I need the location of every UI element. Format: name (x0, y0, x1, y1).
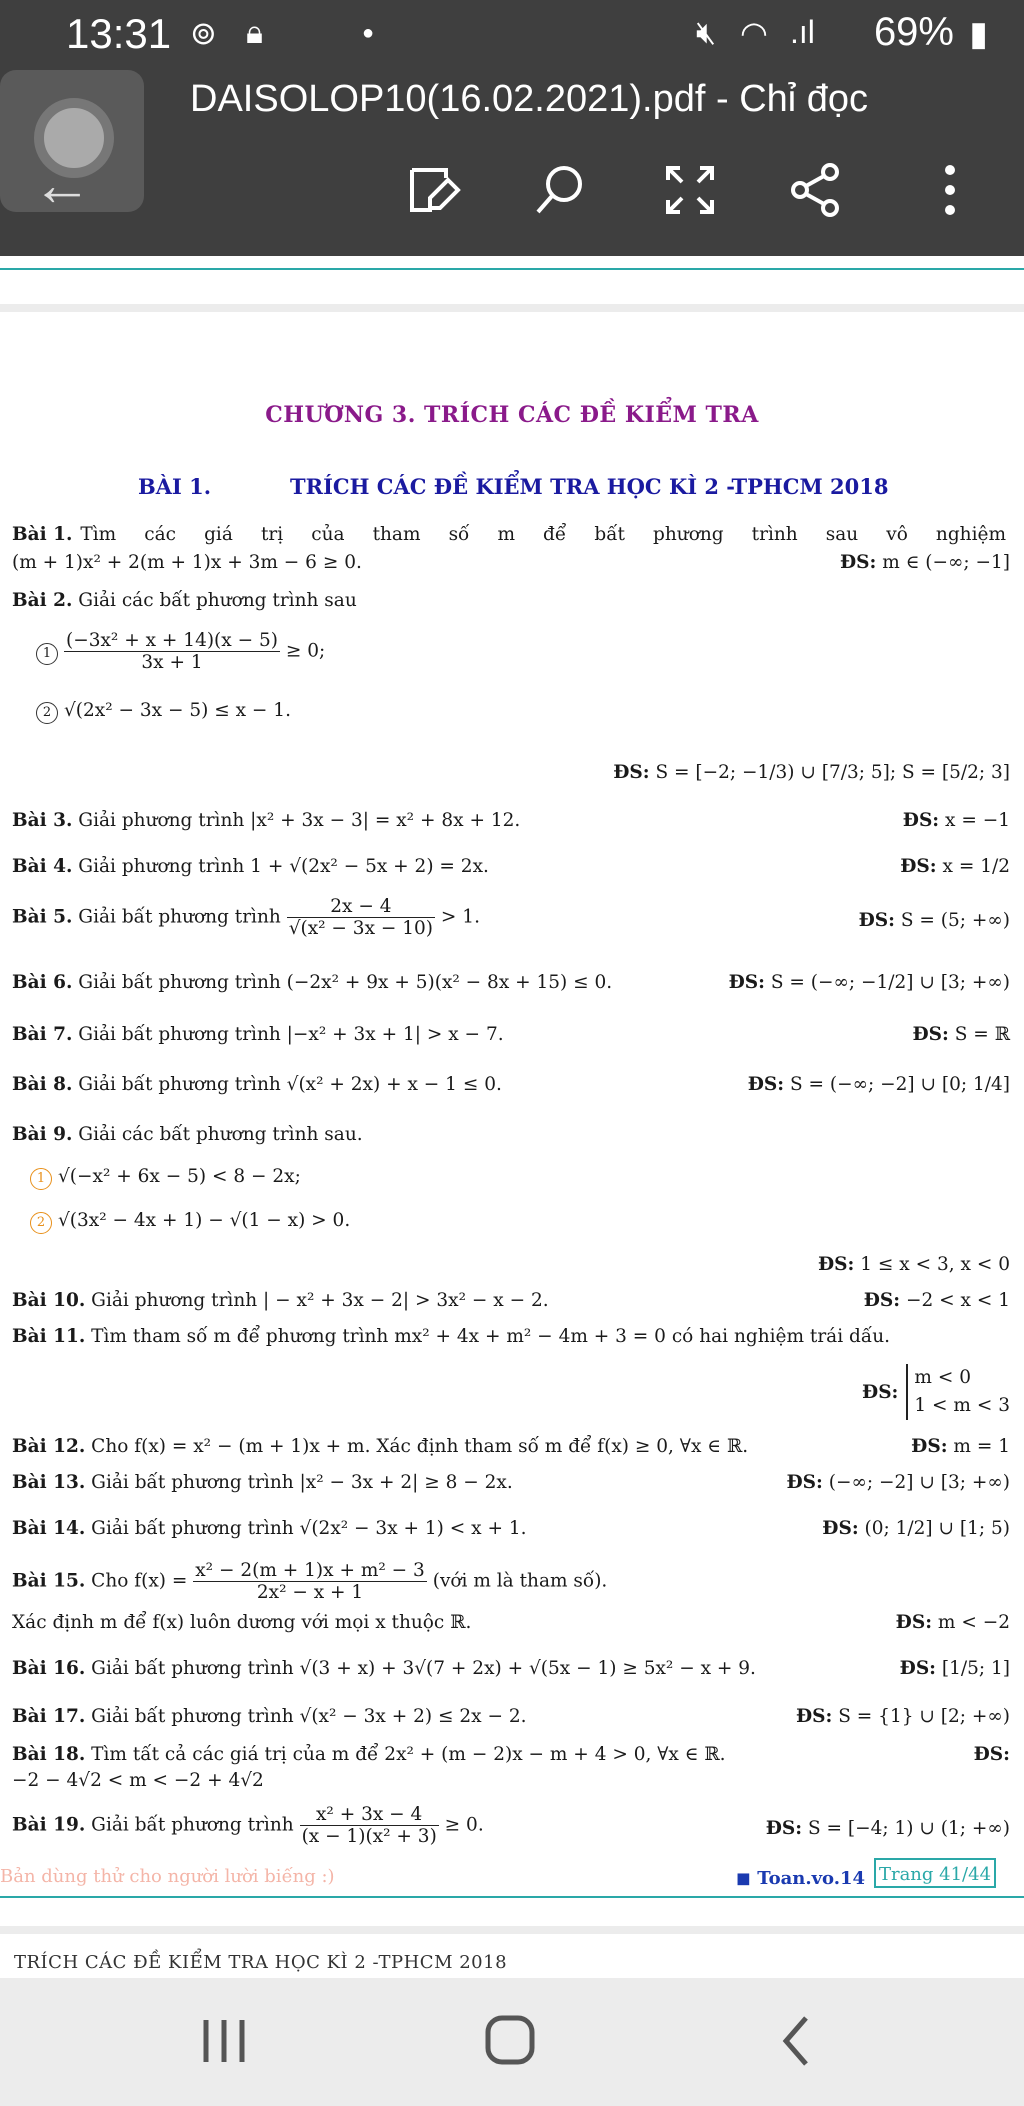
answer-18-value: −2 − 4√2 < m < −2 + 4√2 (12, 1770, 264, 1791)
problem-7: Bài 7. Giải bất phương trình |−x² + 3x + 1| > x − 7. (12, 1024, 504, 1045)
answer-3: ĐS: x = −1 (902, 810, 1010, 831)
search-icon[interactable] (530, 160, 590, 220)
answer-13: ĐS: (−∞; −2] ∪ [3; +∞) (786, 1472, 1010, 1493)
home-icon[interactable] (470, 2006, 550, 2076)
back-arrow-icon: ← (32, 151, 92, 218)
problem-15-line2: Xác định m để f(x) luôn dương với mọi x thuộc ℝ. (12, 1612, 472, 1633)
answer-9: ĐS: 1 ≤ x < 3, x < 0 (818, 1254, 1010, 1275)
answer-14: ĐS: (0; 1/2] ∪ [1; 5) (822, 1518, 1010, 1539)
app-toolbar (0, 70, 1024, 256)
answer-19: ĐS: S = [−4; 1) ∪ (1; +∞) (765, 1818, 1010, 1839)
problem-12: Bài 12. Cho f(x) = x² − (m + 1)x + m. Xác định tham số m để f(x) ≥ 0, ∀x ∈ ℝ. (12, 1436, 749, 1457)
problem-2-part-1: 1 $\frac{\text{(−3x² + x + 14)(x − 5)}}{3x + 1}$ ≥ 0; (36, 630, 325, 673)
problem-2-part-2: 2 √(2x² − 3x − 5) ≤ x − 1. (36, 700, 291, 724)
problem-14: Bài 14. Giải bất phương trình √(2x² − 3x + 1) < x + 1. (12, 1518, 527, 1539)
answer-15: ĐS: m < −2 (895, 1612, 1010, 1633)
problem-10: Bài 10. Giải phương trình | − x² + 3x − 2| > 3x² − x − 2. (12, 1290, 549, 1311)
problem-5: Bài 5. Giải bất phương trình $\frac{2x - 4}{\text{√(x² − 3x − 10)}}$ > 1. (12, 896, 480, 939)
answer-18: ĐS: (973, 1744, 1010, 1765)
sync-icon: ⊚ (190, 15, 217, 51)
answer-8: ĐS: S = (−∞; −2] ∪ [0; 1/4] (747, 1074, 1010, 1095)
footer-rule (0, 1896, 1024, 1898)
problem-2: Bài 2. Giải các bất phương trình sau (12, 590, 357, 611)
fullscreen-icon[interactable] (660, 160, 720, 220)
problem-17: Bài 17. Giải bất phương trình √(x² − 3x + 2) ≤ 2x − 2. (12, 1706, 527, 1727)
page-number: Trang 41/44 (874, 1858, 996, 1888)
problem-3: Bài 3. Giải phương trình |x² + 3x − 3| = x² + 8x + 12. (12, 810, 521, 831)
navigation-bar (0, 1978, 1024, 2106)
signal-icon: .ıl (790, 14, 815, 50)
watermark-text: Bản dùng thử cho người lười biếng :) (0, 1866, 335, 1887)
problem-15: Bài 15. Cho f(x) = $\frac{\text{x² − 2(m + 1)x + m² − 3}}{\text{2x² − x + 1}}$ (với m là tham số). (12, 1560, 608, 1603)
problem-18: Bài 18. Tìm tất cả các giá trị của m để 2x² + (m − 2)x − m + 4 > 0, ∀x ∈ ℝ. (12, 1744, 726, 1765)
section-number: BÀI 1. (138, 474, 212, 499)
problem-text: Tìm các giá trị của tham số m để bất phương trình sau vô nghiệm (80, 524, 1006, 545)
section-title: TRÍCH CÁC ĐỀ KIỂM TRA HỌC KÌ 2 -TPHCM 2018 (290, 474, 889, 499)
wifi-icon: ◠ (740, 15, 768, 51)
dot-icon: ● (362, 22, 375, 44)
next-page-edge (0, 1934, 1024, 1978)
problem-13: Bài 13. Giải bất phương trình |x² − 3x + 2| ≥ 8 − 2x. (12, 1472, 513, 1493)
answer-17: ĐS: S = {1} ∪ [2; +∞) (796, 1706, 1010, 1727)
answer-16: ĐS: [1/5; 1] (899, 1658, 1010, 1679)
problem-8: Bài 8. Giải bất phương trình √(x² + 2x) + x − 1 ≤ 0. (12, 1074, 502, 1095)
answer-7: ĐS: S = ℝ (912, 1024, 1010, 1045)
edit-icon[interactable] (404, 160, 464, 220)
lock-icon: 🔒︎ (246, 14, 264, 50)
battery-level: 69% (873, 10, 954, 54)
answer-2: ĐS: S = [−2; −1/3) ∪ [7/3; 5]; S = [5/2; 3] (613, 762, 1010, 783)
mute-icon: 🔇︎ (696, 14, 717, 50)
more-options-icon[interactable] (920, 160, 980, 220)
problem-11: Bài 11. Tìm tham số m để phương trình mx² + 4x + m² − 4m + 3 = 0 có hai nghiệm trái dấu. (12, 1326, 890, 1347)
battery-icon: ▮ (969, 15, 988, 53)
problem-6: Bài 6. Giải bất phương trình (−2x² + 9x + 5)(x² − 8x + 15) ≤ 0. (12, 972, 613, 993)
recent-apps-icon[interactable] (184, 2006, 264, 2076)
problem-9-part-2: 2 √(3x² − 4x + 1) − √(1 − x) > 0. (30, 1210, 350, 1234)
answer-10: ĐS: −2 < x < 1 (863, 1290, 1010, 1311)
chapter-heading: CHƯƠNG 3. TRÍCH CÁC ĐỀ KIỂM TRA (265, 402, 759, 428)
problem-label: Bài 1. (12, 524, 73, 545)
back-button[interactable] (0, 70, 144, 218)
problem-9-part-1: 1 √(−x² + 6x − 5) < 8 − 2x; (30, 1166, 301, 1190)
previous-page-edge (0, 256, 1024, 304)
problem-16: Bài 16. Giải bất phương trình √(3 + x) + 3√(7 + 2x) + √(5x − 1) ≥ 5x² − x + 9. (12, 1658, 756, 1679)
pdf-page (0, 312, 1024, 1926)
answer-12: ĐS: m = 1 (911, 1436, 1010, 1457)
answer-4: ĐS: x = 1/2 (900, 856, 1010, 877)
status-bar (0, 0, 1024, 70)
clock: 13:31 (66, 10, 172, 57)
document-title: DAISOLOP10(16.02.2021).pdf - Chỉ đọc (190, 78, 869, 120)
answer-5: ĐS: S = (5; +∞) (858, 910, 1010, 931)
problem-1-expr: (m + 1)x² + 2(m + 1)x + 3m − 6 ≥ 0. (12, 552, 362, 573)
answer-6: ĐS: S = (−∞; −1/2] ∪ [3; +∞) (728, 972, 1010, 993)
back-icon[interactable] (756, 2006, 836, 2076)
problem-4: Bài 4. Giải phương trình 1 + √(2x² − 5x + 2) = 2x. (12, 856, 489, 877)
footer-brand[interactable]: ◼ Toan.vo.14 (736, 1868, 866, 1889)
problem-1 (12, 524, 1006, 545)
answer-1: ĐS: m ∈ (−∞; −1] (840, 552, 1010, 573)
next-page-header: TRÍCH CÁC ĐỀ KIỂM TRA HỌC KÌ 2 -TPHCM 2018 (14, 1952, 508, 1973)
problem-9: Bài 9. Giải các bất phương trình sau. (12, 1124, 363, 1145)
answer-11: ĐS: m < 0 1 < m < 3 (862, 1364, 1010, 1420)
share-icon[interactable] (786, 160, 846, 220)
problem-19: Bài 19. Giải bất phương trình $\frac{\text{x² + 3x − 4}}{\text{(x − 1)(x² + 3)}}$ ≥ 0. (12, 1804, 484, 1847)
facebook-icon: ◼ (736, 1868, 751, 1889)
